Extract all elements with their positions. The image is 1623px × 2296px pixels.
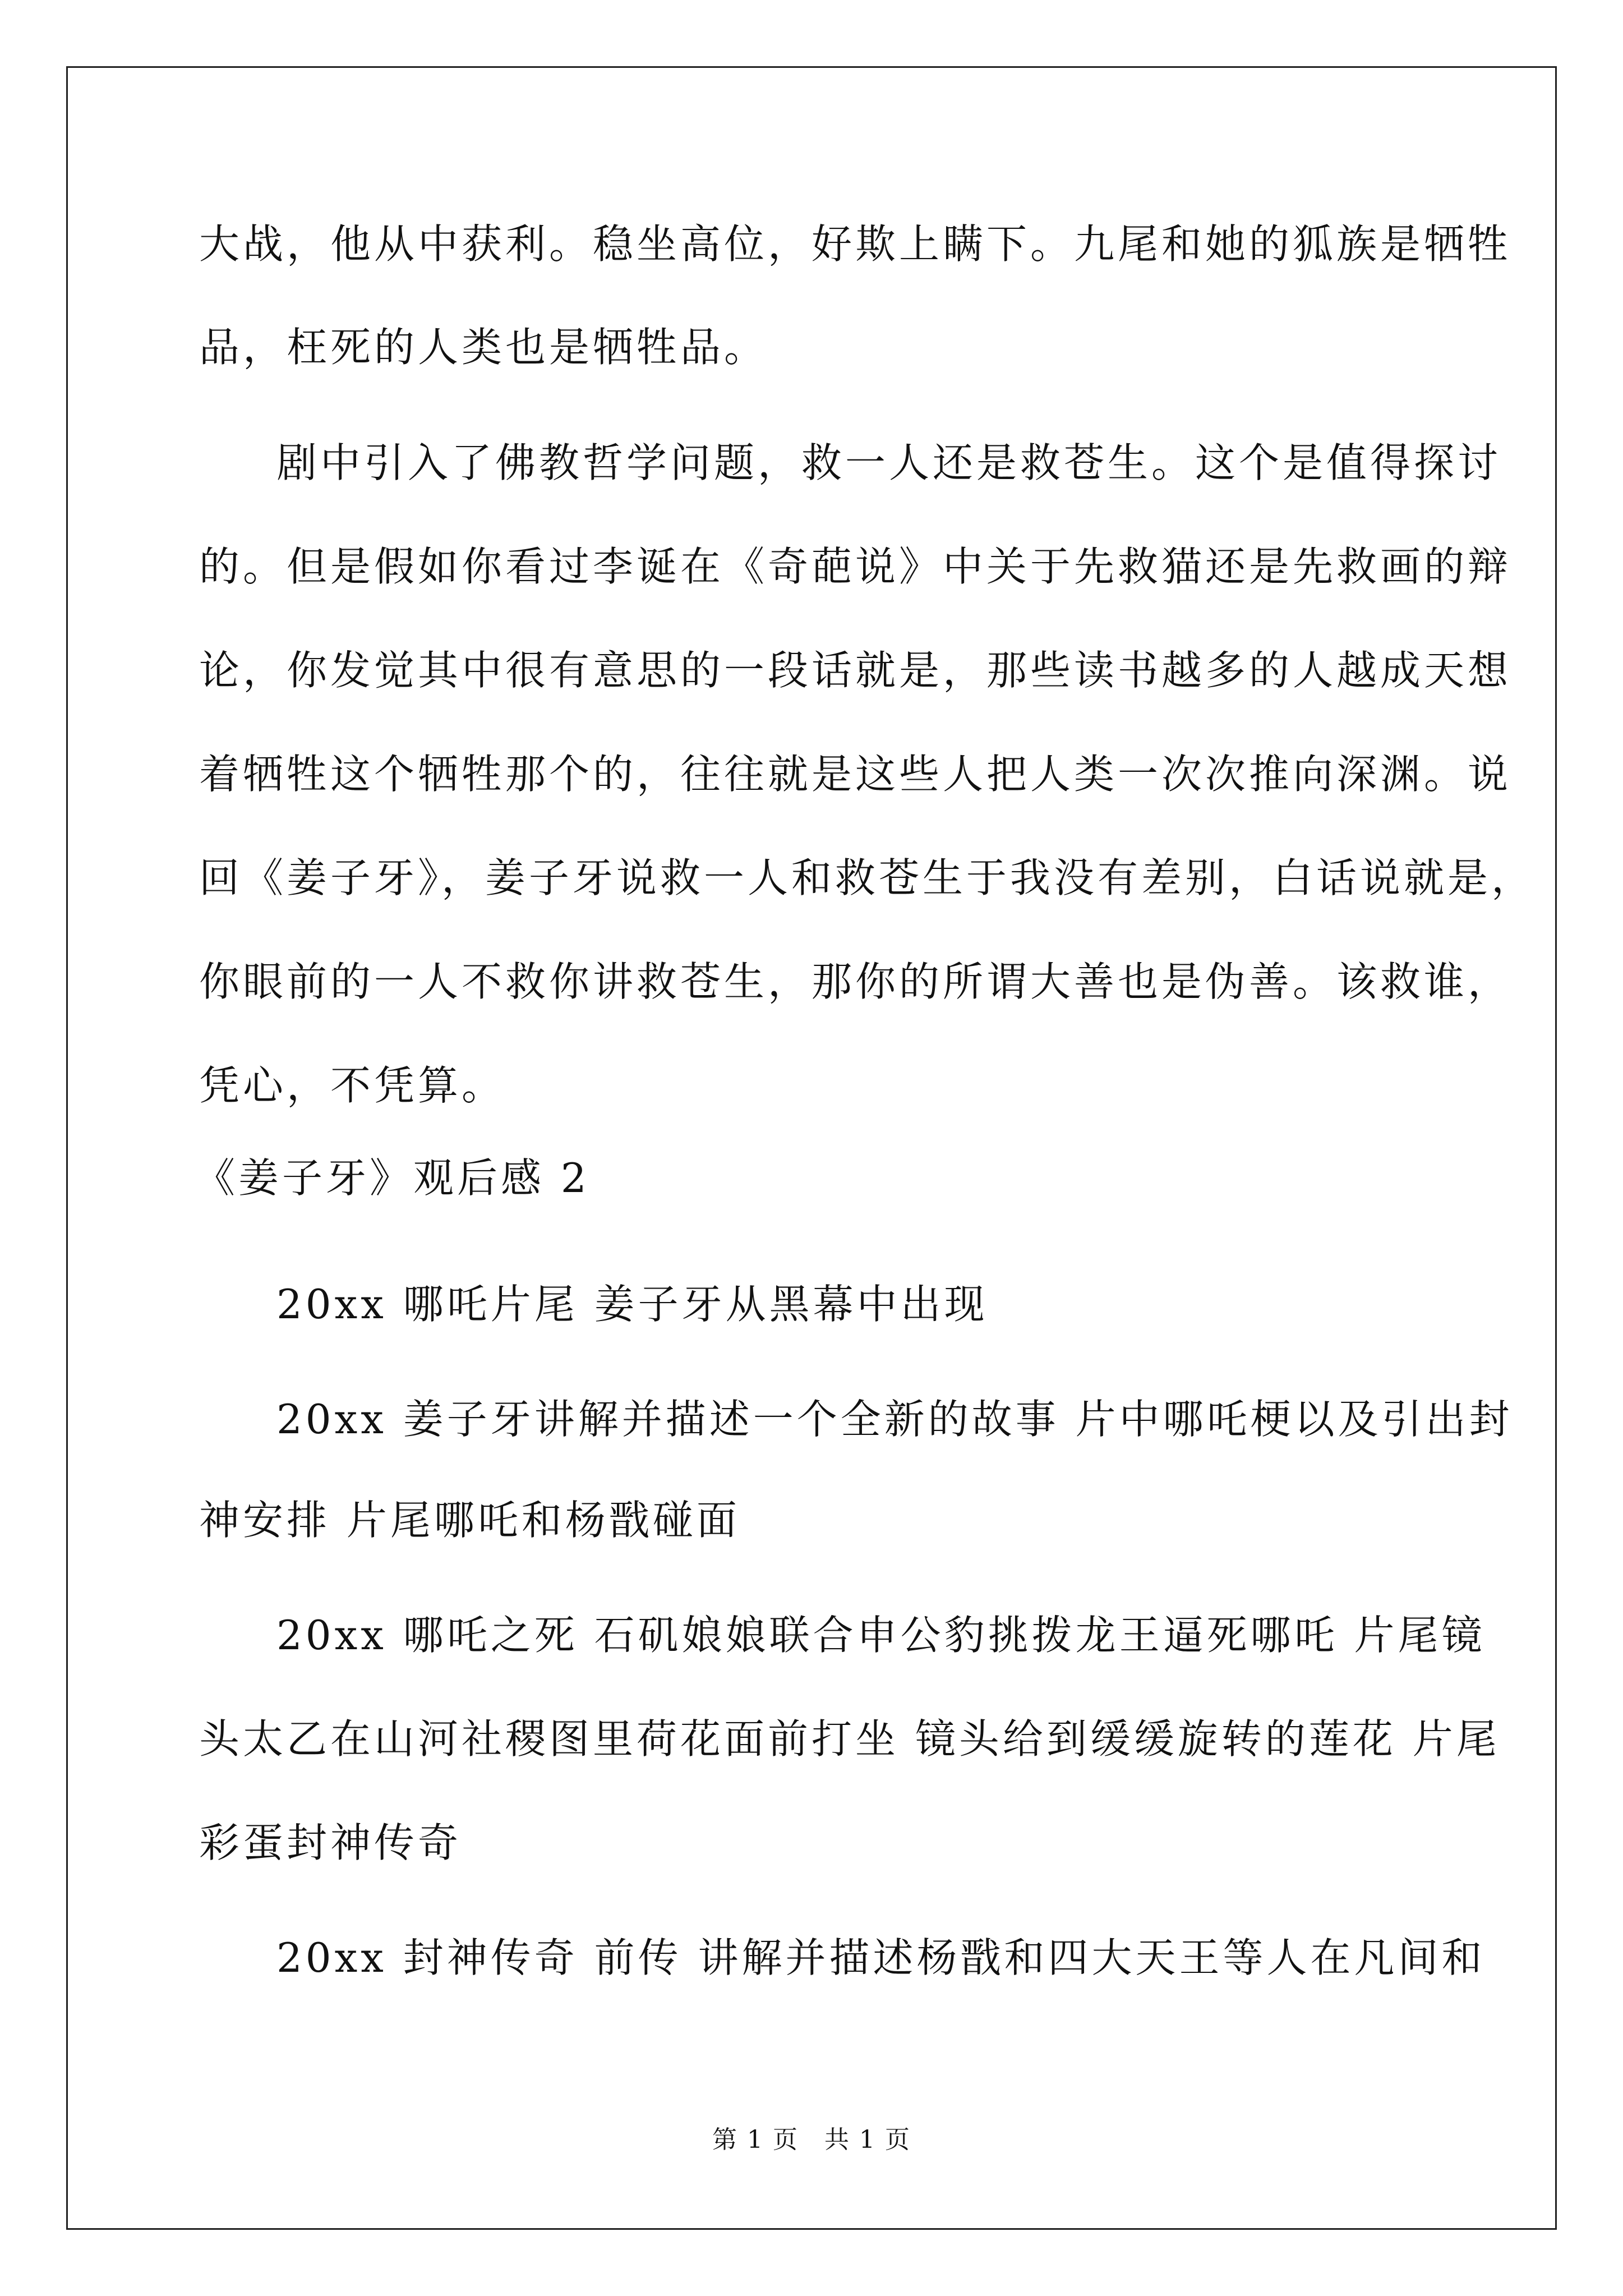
page-footer: 第 1 页 共 1 页	[712, 2125, 911, 2154]
page-border	[66, 66, 1557, 2230]
paragraph-line: 彩蛋封神传奇	[199, 1819, 462, 1866]
paragraph-line: 着牺牲这个牺牲那个的，往往就是这些人把人类一次次推向深渊。说	[199, 751, 1512, 798]
paragraph-line: 头太乙在山河社稷图里荷花面前打坐 镜头给到缓缓旋转的莲花 片尾	[199, 1715, 1500, 1763]
paragraph-line: 剧中引入了佛教哲学问题，救一人还是救苍生。这个是值得探讨	[276, 439, 1502, 486]
paragraph-line: 神安排 片尾哪吒和杨戬碰面	[199, 1497, 740, 1544]
section-heading: 《姜子牙》观后感 2	[195, 1154, 590, 1202]
paragraph-line: 论，你发觉其中很有意思的一段话就是，那些读书越多的人越成天想	[199, 647, 1512, 694]
paragraph-line: 凭心，不凭算。	[199, 1062, 506, 1109]
paragraph-line: 的。但是假如你看过李诞在《奇葩说》中关于先救猫还是先救画的辩	[199, 543, 1512, 590]
paragraph-line: 你眼前的一人不救你讲救苍生，那你的所谓大善也是伪善。该救谁，	[199, 958, 1512, 1005]
paragraph-line: 20xx 哪吒之死 石矶娘娘联合申公豹挑拨龙王逼死哪吒 片尾镜	[276, 1612, 1486, 1659]
paragraph-line: 大战，他从中获利。稳坐高位，好欺上瞒下。九尾和她的狐族是牺牲	[199, 220, 1512, 268]
paragraph-line: 20xx 姜子牙讲解并描述一个全新的故事 片中哪吒梗以及引出封	[276, 1396, 1513, 1443]
paragraph-line: 20xx 哪吒片尾 姜子牙从黑幕中出现	[276, 1281, 988, 1328]
paragraph-line: 20xx 封神传奇 前传 讲解并描述杨戬和四大天王等人在凡间和	[276, 1934, 1486, 1981]
paragraph-line: 品，枉死的人类也是牺牲品。	[199, 324, 768, 371]
paragraph-line: 回《姜子牙》，姜子牙说救一人和救苍生于我没有差别，白话说就是，	[199, 854, 1536, 901]
